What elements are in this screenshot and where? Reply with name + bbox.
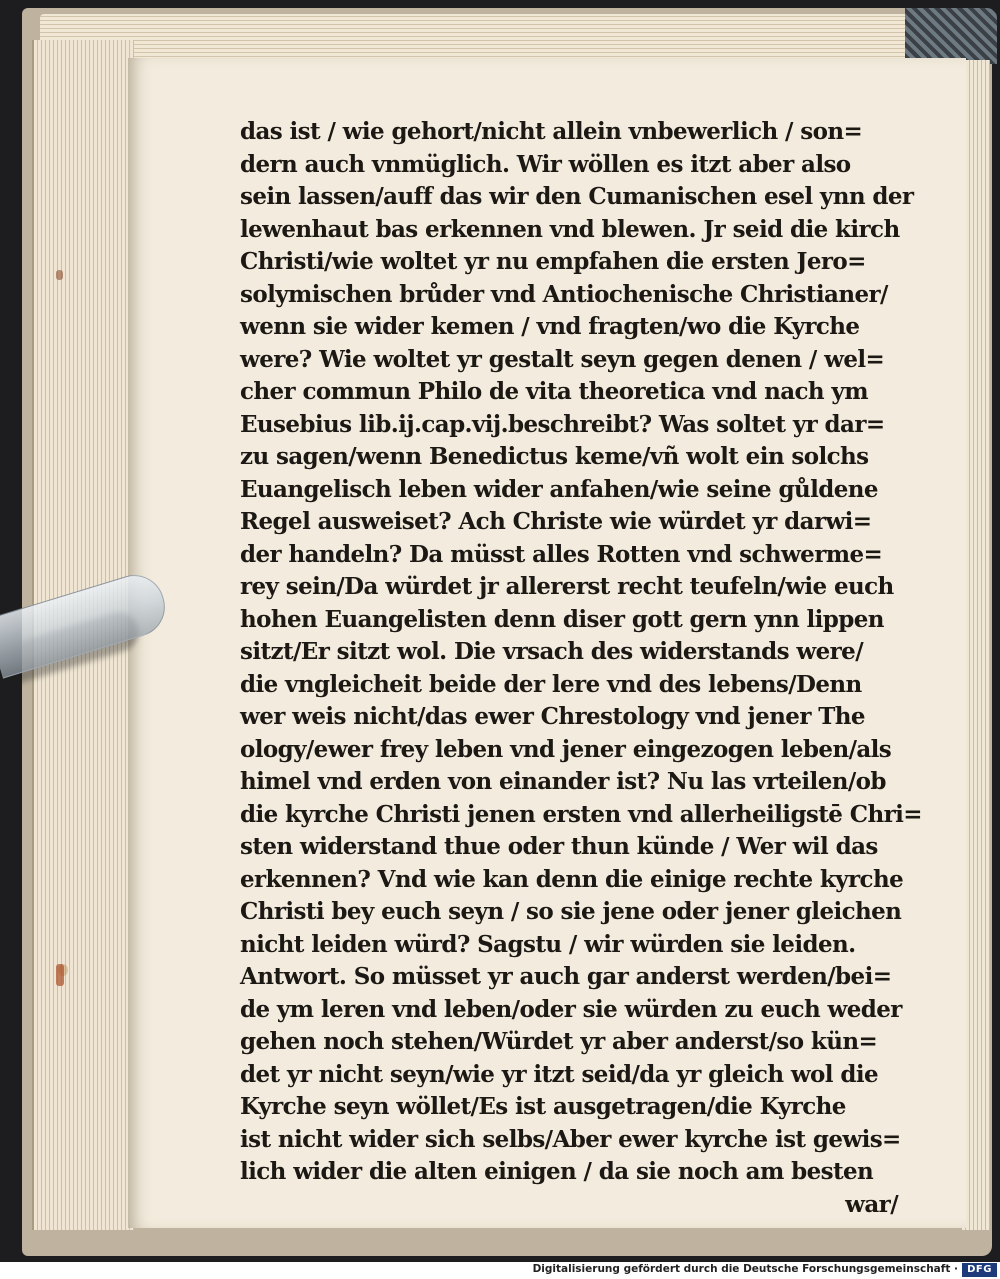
text-line: himel vnd erden von einander ist? Nu las vrteilen/ob [240,768,886,795]
text-line: solymischen brůder vnd Antiochenische Christianer/ [240,280,888,308]
text-line: ology/ewer frey leben vnd jener eingezogen leben/als [240,735,892,763]
text-line: hohen Euangelisten denn diser gott gern ynn lippen [240,605,884,633]
catchword: war/ [845,1190,898,1218]
text-line: de ym leren vnd leben/oder sie würden zu euch weder [240,995,902,1023]
book-page-edges-right [962,60,990,1230]
text-line: lewenhaut bas erkennen vnd blewen. Jr seid die kirch [240,215,900,243]
book-top-edge [40,14,950,60]
text-line: det yr nicht seyn/wie yr itzt seid/da yr gleich wol die [240,1060,878,1088]
text-line: die kyrche Christi jenen ersten vnd allerheiligstē Chri= [240,800,922,828]
text-line: sitzt/Er sitzt wol. Die vrsach des widerstands were/ [240,638,863,665]
text-line: zu sagen/wenn Benedictus keme/vñ wolt ein solchs [240,443,869,470]
text-line: lich wider die alten einigen / da sie noch am besten [240,1158,874,1185]
text-line: Eusebius lib.ij.cap.vij.beschreibt? Was soltet yr dar= [240,410,885,438]
text-line: wenn sie wider kemen / vnd fragten/wo die Kyrche [240,313,860,340]
text-line: Antwort. So müsset yr auch gar anderst werden/bei= [240,963,892,990]
text-line: ist nicht wider sich selbs/Aber ewer kyrche ist gewis= [240,1125,901,1153]
text-line: sten widerstand thue oder thun künde / Wer wil das [240,833,878,860]
text-line: cher commun Philo de vita theoretica vnd nach ym [240,378,868,405]
text-line: were? Wie woltet yr gestalt seyn gegen denen / wel= [240,345,885,373]
text-line: Christi bey euch seyn / so sie jene oder jener gleichen [240,898,902,925]
dfg-logo: DFG [962,1263,997,1277]
edge-stain-2 [56,270,63,280]
text-line: Euangelisch leben wider anfahen/wie seine gůldene [240,475,878,503]
text-line: rey sein/Da würdet jr allererst recht teufeln/wie euch [240,573,894,600]
text-line: erkennen? Vnd wie kan denn die einige rechte kyrche [240,865,904,893]
text-line: der handeln? Da müsst alles Rotten vnd schwerme= [240,540,883,568]
text-line: dern auch vnmüglich. Wir wöllen es itzt aber also [240,150,851,178]
text-line: gehen noch stehen/Würdet yr aber anderst/so kün= [240,1028,878,1055]
text-line: sein lassen/auff das wir den Cumanischen esel ynn der [240,183,914,210]
text-line: das ist / wie gehort/nicht allein vnbewerlich / son= [240,118,863,145]
text-line: nicht leiden würd? Sagstu / wir würden sie leiden. [240,930,856,958]
edge-stain [56,964,64,986]
text-line: wer weis nicht/das ewer Chrestology vnd jener The [240,703,865,730]
page-text [240,116,922,1221]
text-line: Kyrche seyn wöllet/Es ist ausgetragen/die Kyrche [240,1093,846,1120]
text-line: Regel ausweiset? Ach Christe wie würdet yr darwi= [240,508,872,535]
book-spine-cover [905,8,997,64]
text-line: Christi/wie woltet yr nu empfahen die ersten Jero= [240,248,866,275]
text-line: die vngleicheit beide der lere vnd des lebens/Denn [240,670,862,698]
funding-credit: Digitalisierung gefördert durch die Deutsche Forschungsgemeinschaft · [532,1263,958,1275]
